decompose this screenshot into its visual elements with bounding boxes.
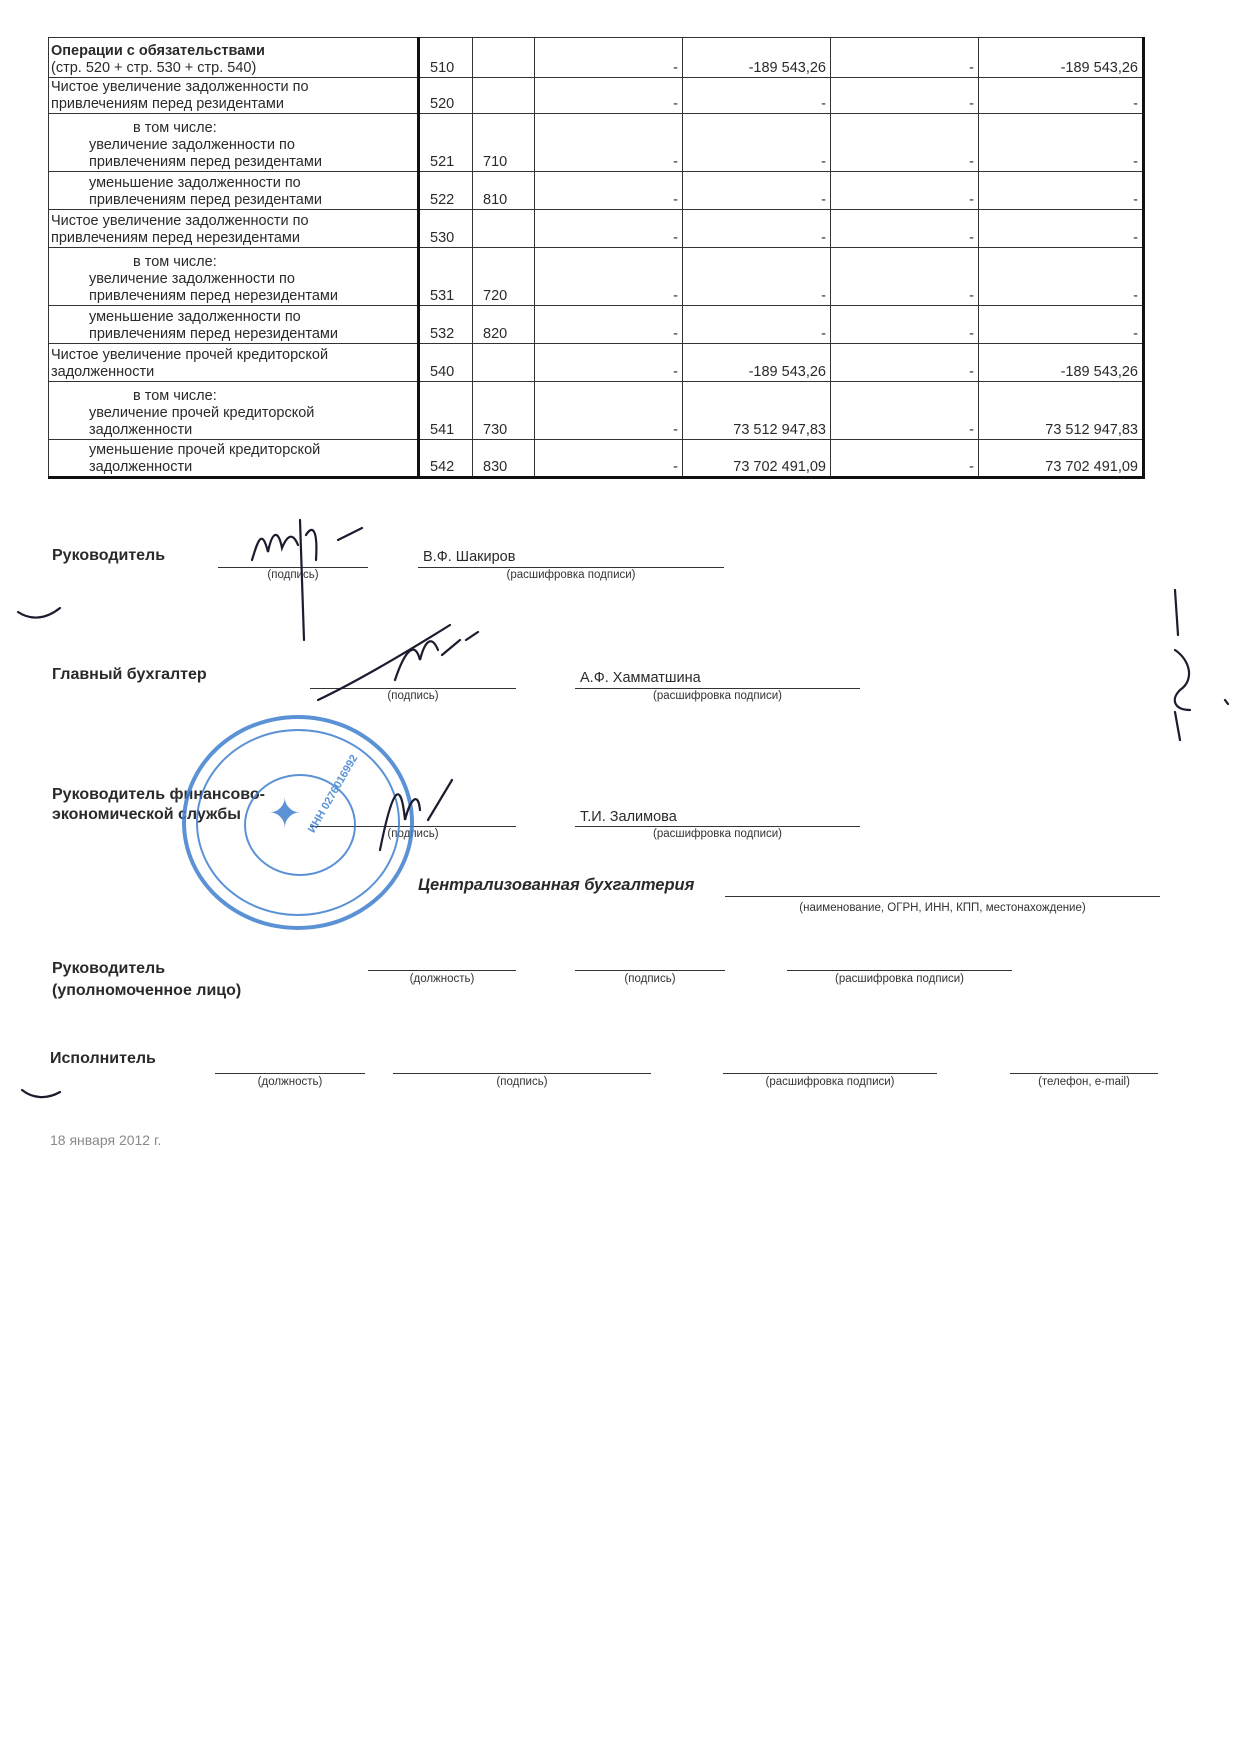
row-name-line: Чистое увеличение прочей кредиторской — [51, 347, 329, 363]
row-kosgu-cell: 710 — [473, 114, 535, 172]
row-name-line: в том числе: — [133, 388, 217, 404]
row-value-1-cell: - — [535, 248, 683, 306]
row-value-1-cell: - — [535, 344, 683, 382]
row-code-cell: 532 — [419, 306, 473, 344]
row-kosgu-cell: 830 — [473, 440, 535, 478]
row-value-3-cell: - — [831, 440, 979, 478]
margin-curve-left-icon — [18, 608, 60, 618]
fin-head-signature-caption: (подпись) — [387, 828, 439, 840]
row-name-line: (стр. 520 + стр. 530 + стр. 540) — [51, 60, 257, 76]
fin-head-label-line2: экономической службы — [52, 806, 241, 823]
row-value-3-cell: - — [831, 248, 979, 306]
row-name-line: привлечениям перед резидентами — [89, 192, 322, 208]
row-name-line: привлечениям перед нерезидентами — [89, 288, 338, 304]
central-accounting-label: Централизованная бухгалтерия — [418, 876, 695, 894]
row-value-4-cell: - — [979, 248, 1144, 306]
fin-head-signature-icon — [380, 780, 452, 850]
row-name-line: задолженности — [89, 422, 193, 438]
row-value-2-cell: - — [683, 210, 831, 248]
fin-head-decode-caption: (расшифровка подписи) — [653, 828, 782, 840]
row-code-cell: 521 — [419, 114, 473, 172]
row-name-line: Чистое увеличение задолженности по — [51, 213, 309, 229]
row-value-3-cell: - — [831, 114, 979, 172]
coat-of-arms-icon: ✦ — [268, 792, 302, 836]
row-value-4-cell: 73 702 491,09 — [979, 440, 1144, 478]
row-code-cell: 541 — [419, 382, 473, 440]
executor-signature-caption: (подпись) — [496, 1076, 548, 1088]
row-value-4-cell: - — [979, 114, 1144, 172]
margin-mark-icon — [1175, 590, 1228, 740]
row-value-4-cell: -189 543,26 — [979, 344, 1144, 382]
row-name-line: уменьшение задолженности по — [89, 175, 301, 191]
row-kosgu-cell: 730 — [473, 382, 535, 440]
head-label: Руководитель — [52, 547, 166, 564]
fin-head-label-line1: Руководитель финансово- — [52, 786, 265, 803]
fin-head-name: Т.И. Залимова — [580, 809, 677, 825]
row-value-4-cell: - — [979, 306, 1144, 344]
executor-label: Исполнитель — [50, 1050, 156, 1067]
row-code-cell: 522 — [419, 172, 473, 210]
row-name-line: Чистое увеличение задолженности по — [51, 79, 309, 95]
row-value-2-cell: - — [683, 114, 831, 172]
row-name-line: Операции с обязательствами — [51, 43, 265, 59]
row-value-1-cell: - — [535, 78, 683, 114]
row-code-cell: 520 — [419, 78, 473, 114]
seal-inn-text: ИНН 0276016992 — [306, 752, 361, 835]
row-code-cell: 540 — [419, 344, 473, 382]
row-value-3-cell: - — [831, 38, 979, 78]
row-value-4-cell: - — [979, 172, 1144, 210]
head-decode-caption: (расшифровка подписи) — [506, 569, 636, 581]
row-value-1-cell: - — [535, 440, 683, 478]
row-name-line: привлечениям перед резидентами — [89, 154, 322, 170]
executor-decode-caption: (расшифровка подписи) — [765, 1076, 895, 1088]
row-value-4-cell: 73 512 947,83 — [979, 382, 1144, 440]
authorized-label-line1: Руководитель — [52, 960, 166, 977]
row-name-line: увеличение прочей кредиторской — [89, 405, 315, 421]
row-value-2-cell: 73 702 491,09 — [683, 440, 831, 478]
row-value-2-cell: - — [683, 248, 831, 306]
head-signature-caption: (подпись) — [267, 569, 319, 581]
row-value-1-cell: - — [535, 38, 683, 78]
row-name-line: привлечениям перед резидентами — [51, 96, 284, 112]
document-date: 18 января 2012 г. — [50, 1132, 162, 1148]
row-value-2-cell: - — [683, 306, 831, 344]
row-name-line: уменьшение прочей кредиторской — [89, 442, 321, 458]
row-value-1-cell: - — [535, 306, 683, 344]
row-value-1-cell: - — [535, 210, 683, 248]
row-name-line: задолженности — [89, 459, 193, 475]
chief-accountant-label: Главный бухгалтер — [52, 666, 207, 683]
row-kosgu-cell: 720 — [473, 248, 535, 306]
authorized-decode-caption: (расшифровка подписи) — [835, 973, 964, 985]
row-name-line: в том числе: — [133, 254, 217, 270]
row-value-1-cell: - — [535, 382, 683, 440]
row-value-2-cell: 73 512 947,83 — [683, 382, 831, 440]
row-value-3-cell: - — [831, 210, 979, 248]
executor-contact-caption: (телефон, e-mail) — [1038, 1076, 1130, 1088]
row-code-cell: 530 — [419, 210, 473, 248]
row-value-4-cell: - — [979, 210, 1144, 248]
central-accounting-caption: (наименование, ОГРН, ИНН, КПП, местонахождение) — [799, 902, 1086, 914]
head-signature-icon — [252, 520, 362, 640]
authorized-label-line2: (уполномоченное лицо) — [52, 982, 242, 999]
row-kosgu-cell: 810 — [473, 172, 535, 210]
head-name: В.Ф. Шакиров — [423, 549, 516, 565]
row-code-cell: 542 — [419, 440, 473, 478]
row-value-3-cell: - — [831, 306, 979, 344]
row-code-cell: 510 — [419, 38, 473, 78]
row-value-2-cell: -189 543,26 — [683, 38, 831, 78]
row-name-line: увеличение задолженности по — [89, 137, 295, 153]
row-value-2-cell: - — [683, 78, 831, 114]
chief-accountant-name: А.Ф. Хамматшина — [580, 670, 701, 686]
row-value-2-cell: -189 543,26 — [683, 344, 831, 382]
row-name-line: в том числе: — [133, 120, 217, 136]
row-name-line: задолженности — [51, 364, 155, 380]
row-value-1-cell: - — [535, 172, 683, 210]
row-value-2-cell: - — [683, 172, 831, 210]
authorized-signature-caption: (подпись) — [624, 973, 676, 985]
row-value-1-cell: - — [535, 114, 683, 172]
row-kosgu-cell: 820 — [473, 306, 535, 344]
row-value-4-cell: -189 543,26 — [979, 38, 1144, 78]
row-value-3-cell: - — [831, 344, 979, 382]
chief-accountant-signature-caption: (подпись) — [387, 690, 439, 702]
row-name-line: привлечениям перед нерезидентами — [89, 326, 338, 342]
row-value-4-cell: - — [979, 78, 1144, 114]
executor-position-caption: (должность) — [257, 1076, 323, 1088]
row-code-cell: 531 — [419, 248, 473, 306]
row-name-line: уменьшение задолженности по — [89, 309, 301, 325]
row-value-3-cell: - — [831, 78, 979, 114]
authorized-position-caption: (должность) — [409, 973, 475, 985]
margin-curve-left2-icon — [22, 1090, 60, 1097]
row-name-line: привлечениям перед нерезидентами — [51, 230, 300, 246]
row-value-3-cell: - — [831, 172, 979, 210]
row-name-line: увеличение задолженности по — [89, 271, 295, 287]
chief-accountant-signature-icon — [318, 625, 478, 700]
chief-accountant-decode-caption: (расшифровка подписи) — [653, 690, 782, 702]
row-value-3-cell: - — [831, 382, 979, 440]
